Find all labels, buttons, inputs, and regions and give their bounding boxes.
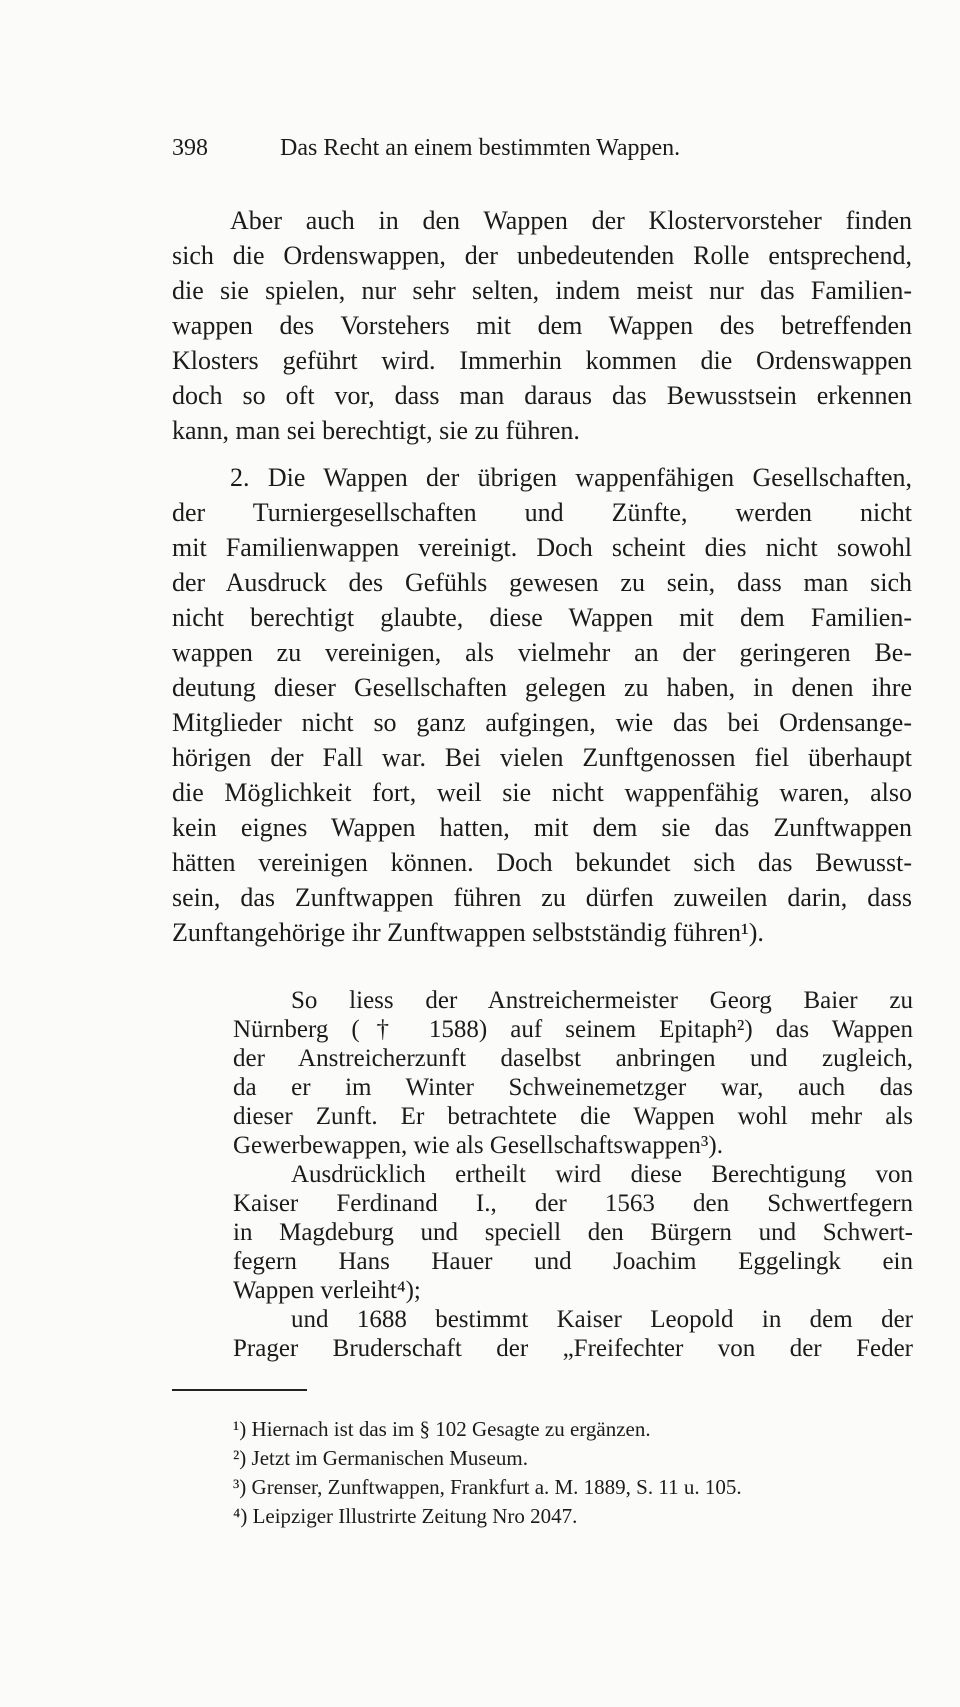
text-line: Nürnberg († 1588) auf seinem Epitaph²) das Wappen [233, 1016, 913, 1043]
text-line: mit Familienwappen vereinigt. Doch scheint dies nicht sowohl [172, 533, 912, 562]
footnote: ³) Grenser, Zunftwappen, Frankfurt a. M. 1889, S. 11 u. 105. [233, 1475, 742, 1499]
paragraph [172, 460, 912, 950]
text-line: sich die Ordenswappen, der unbedeutenden Rolle entsprechend, [172, 241, 912, 270]
text-line: 2. Die Wappen der übrigen wappenfähigen Gesellschaften, [230, 463, 912, 492]
paragraph [233, 986, 913, 1160]
text-line: deutung dieser Gesellschaften gelegen zu haben, in denen ihre [172, 673, 912, 702]
text-line: Aber auch in den Wappen der Klostervorsteher finden [230, 206, 912, 235]
text-line: Ausdrücklich ertheilt wird diese Berechtigung von [291, 1161, 913, 1188]
running-header [172, 132, 912, 164]
text-line: hätten vereinigen können. Doch bekundet sich das Bewusst- [172, 848, 912, 877]
text-line: nicht berechtigt glaubte, diese Wappen mit dem Familien- [172, 603, 912, 632]
text-line: Mitglieder nicht so ganz aufgingen, wie das bei Ordensange- [172, 708, 912, 737]
text-line: und 1688 bestimmt Kaiser Leopold in dem der [291, 1306, 913, 1333]
text-line: sein, das Zunftwappen führen zu dürfen zuweilen darin, dass [172, 883, 912, 912]
text-line: kein eignes Wappen hatten, mit dem sie das Zunftwappen [172, 813, 912, 842]
footnote: ²) Jetzt im Germanischen Museum. [233, 1446, 528, 1470]
text-line: die Möglichkeit fort, weil sie nicht wappenfähig waren, also [172, 778, 912, 807]
text-line: der Anstreicherzunft daselbst anbringen und zugleich, [233, 1045, 913, 1072]
running-title: Das Recht an einem bestimmten Wappen. [280, 135, 681, 161]
footnote: ⁴) Leipziger Illustrirte Zeitung Nro 2047. [233, 1504, 578, 1528]
text-line: doch so oft vor, dass man daraus das Bewusstsein erkennen [172, 381, 912, 410]
footnote-rule [172, 1389, 307, 1391]
text-line: Kaiser Ferdinand I., der 1563 den Schwertfegern [233, 1190, 913, 1217]
text-line: der Turniergesellschaften und Zünfte, werden nicht [172, 498, 912, 527]
text-line: So liess der Anstreichermeister Georg Baier zu [291, 987, 913, 1014]
paragraph [233, 1305, 913, 1363]
text-line: wappen des Vorstehers mit dem Wappen des betreffenden [172, 311, 912, 340]
text-line: Wappen verleiht⁴); [233, 1277, 421, 1304]
text-line: Gewerbewappen, wie als Gesellschaftswappen³). [233, 1132, 723, 1159]
page-number: 398 [172, 135, 208, 161]
text-line: Klosters geführt wird. Immerhin kommen die Ordenswappen [172, 346, 912, 375]
text-line: die sie spielen, nur sehr selten, indem meist nur das Familien- [172, 276, 912, 305]
paragraph [172, 203, 912, 448]
text-line: kann, man sei berechtigt, sie zu führen. [172, 416, 580, 445]
text-line: da er im Winter Schweinemetzger war, auch das [233, 1074, 913, 1101]
footnote: ¹) Hiernach ist das im § 102 Gesagte zu ergänzen. [233, 1417, 651, 1441]
text-line: Prager Bruderschaft der „Freifechter von der Feder [233, 1335, 913, 1362]
footnotes [233, 1415, 913, 1531]
text-line: fegern Hans Hauer und Joachim Eggelingk ein [233, 1248, 913, 1275]
text-line: hörigen der Fall war. Bei vielen Zunftgenossen fiel überhaupt [172, 743, 912, 772]
text-line: in Magdeburg und speciell den Bürgern und Schwert- [233, 1219, 913, 1246]
text-line: der Ausdruck des Gefühls gewesen zu sein, dass man sich [172, 568, 912, 597]
paragraph [233, 1160, 913, 1305]
text-line: Zunftangehörige ihr Zunftwappen selbstständig führen¹). [172, 918, 764, 947]
text-line: dieser Zunft. Er betrachtete die Wappen wohl mehr als [233, 1103, 913, 1130]
text-line: wappen zu vereinigen, als vielmehr an der geringeren Be- [172, 638, 912, 667]
